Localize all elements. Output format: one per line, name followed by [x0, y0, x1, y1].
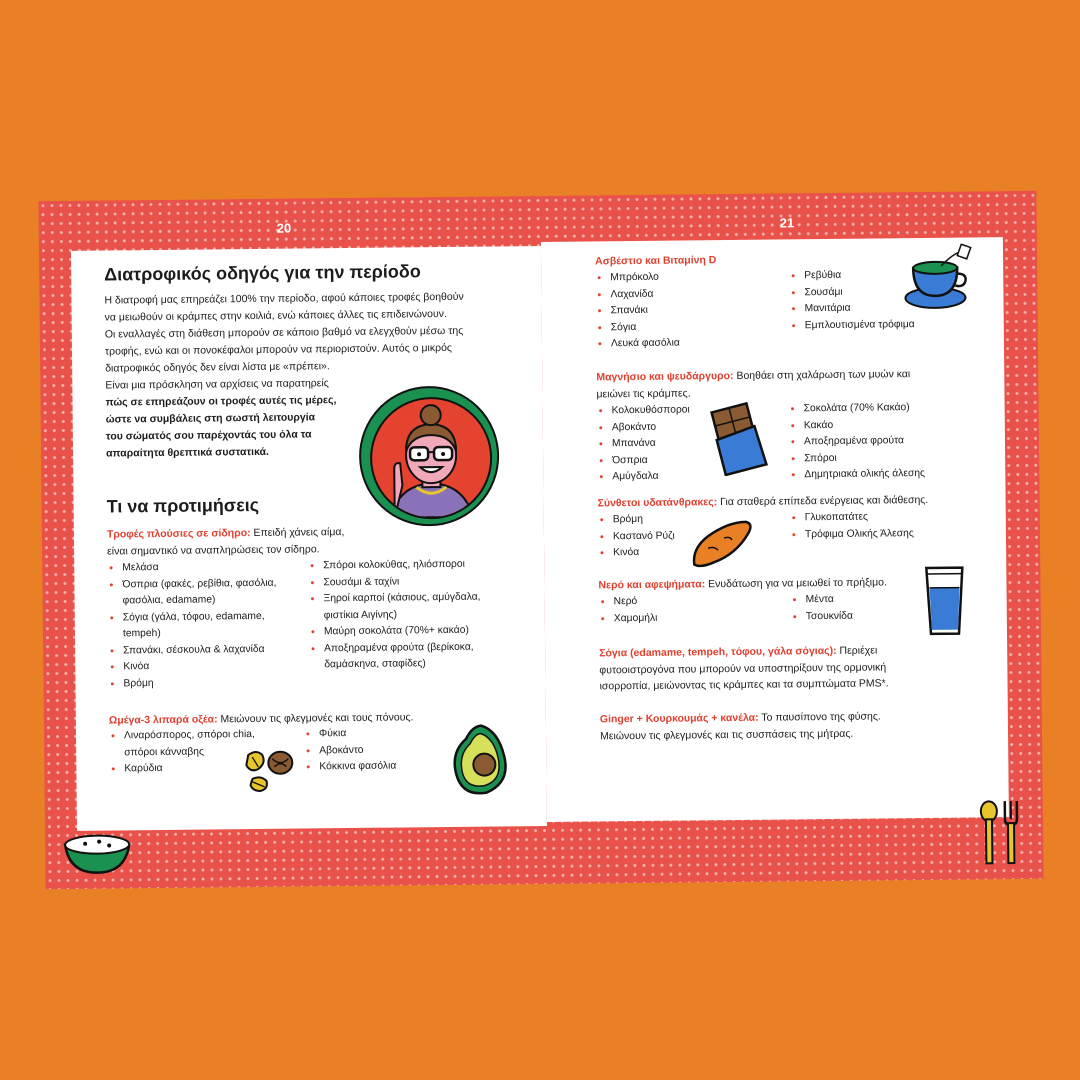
- calcium-section-intro: [595, 252, 716, 270]
- list-item: • Αποξηραμένα φρούτα (βερίκοκα, δαμάσκηνα, σταφίδες): [311, 639, 506, 674]
- list-item: • Φύκια: [306, 725, 426, 743]
- intro-bold-line: του σώματός σου παρέχοντάς του όλα τα: [105, 428, 312, 443]
- list-item: • Μπρόκολο: [597, 269, 757, 287]
- list-item: • Σουσάμι & ταχίνι: [310, 573, 505, 592]
- list-item: • Κινόα: [600, 544, 720, 562]
- list-item: • Λιναρόσπορος, σπόροι chia, σπόροι κάνναβης: [111, 727, 271, 762]
- ginger-section-intro: [600, 707, 980, 744]
- page-number-left: 20: [276, 220, 292, 236]
- list-item: • Ρεβύθια: [791, 267, 951, 285]
- iron-list-col2: [310, 556, 506, 674]
- intro-bold-line: ώστε να συμβάλεις στη σωστή λειτουργία: [105, 411, 316, 426]
- list-item: • Σπανάκι, σέσκουλα & λαχανίδα: [110, 641, 300, 659]
- soy-text-2: φυτοοιστρογόνα που μπορούν να υποστηρίξουν της ορμονική: [599, 660, 887, 676]
- ginger-text-2: Μειώνουν τις φλεγμονές και τις συσπάσεις της μήτρας.: [599, 727, 854, 742]
- list-item: • Κόκκινα φασόλια: [306, 758, 426, 776]
- water-glass-illustration: [922, 564, 967, 638]
- list-item: • Κακάο: [791, 416, 971, 434]
- omega-list-col2: [306, 725, 427, 776]
- magnesium-section-intro: [596, 366, 956, 403]
- list-item: • Αβοκάντο: [599, 418, 759, 436]
- list-item: • Μαύρη σοκολάτα (70%+ κακάο): [311, 622, 506, 641]
- soy-text: Περιέχει: [836, 644, 878, 657]
- list-item: • Νερό: [601, 593, 721, 611]
- iron-heading: Τροφές πλούσιες σε σίδηρο:: [106, 527, 251, 541]
- iron-list-col1: [109, 559, 300, 693]
- page-title: Διατροφικός οδηγός για την περίοδο: [104, 261, 421, 285]
- list-item: • Εμπλουτισμένα τρόφιμα: [792, 316, 952, 334]
- list-item: • Σπόροι: [791, 449, 971, 467]
- list-item: • Μέντα: [793, 591, 913, 609]
- list-item: • Βρόμη: [600, 511, 720, 529]
- cutlery-illustration: [977, 799, 1028, 866]
- calcium-list-col1: [597, 269, 758, 353]
- list-item: • Μπανάνα: [599, 435, 759, 453]
- list-item: • Όσπρια (φακές, ρεβίθια, φασόλια, φασόλια, edamame): [109, 575, 299, 610]
- list-item: • Σπόροι κολοκύθας, ηλιόσποροι: [310, 556, 505, 575]
- list-item: • Σοκολάτα (70% Κακάο): [791, 399, 971, 417]
- page-number-right: 21: [779, 215, 795, 231]
- sweet-potato-illustration: [688, 518, 757, 571]
- list-item: • Αποξηραμένα φρούτα: [791, 432, 971, 450]
- list-item: • Βρόμη: [110, 674, 300, 692]
- list-item: • Αμύγδαλα: [599, 468, 759, 486]
- list-item: • Αβοκάντο: [306, 742, 426, 760]
- soy-heading: Σόγια (edamame, tempeh, τόφου, γάλα σόγιας):: [599, 644, 837, 660]
- intro-line: να μειωθούν οι κράμπες στην κοιλιά, ενώ κάποιες άλλες τις επιδεινώνουν.: [104, 307, 447, 324]
- magnesium-text-2: μειώνει τις κράμπες.: [596, 386, 691, 400]
- list-item: • Ξηροί καρποί (κάσιους, αμύγδαλα, φιστίκια Αιγίνης): [311, 589, 506, 624]
- left-page: [71, 246, 547, 831]
- list-item: • Σουσάμι: [791, 283, 951, 301]
- water-heading: Νερό και αφεψήματα:: [598, 578, 706, 592]
- intro-bold-line: απαραίτητα θρεπτικά συστατικά.: [106, 445, 269, 460]
- list-item: • Λαχανίδα: [597, 285, 757, 303]
- list-item: • Λευκά φασόλια: [598, 335, 758, 353]
- list-item: • Όσπρια: [599, 451, 759, 469]
- walnuts-seeds-illustration: [242, 747, 299, 798]
- water-text: Ενυδάτωση για να μειωθεί το πρήξιμο.: [705, 576, 887, 591]
- water-list-col2: [793, 591, 913, 625]
- soy-section-intro: [599, 641, 979, 694]
- list-item: • Σόγια (γάλα, τόφου, edamame, tempeh): [110, 608, 300, 643]
- ginger-heading: Ginger + Κουρκουμάς + κανέλα:: [599, 711, 759, 726]
- list-item: • Δημητριακά ολικής άλεσης: [791, 465, 971, 483]
- woman-avatar-illustration: [358, 385, 499, 526]
- list-item: • Μελάσα: [109, 559, 299, 577]
- list-item: • Καστανό Ρύζι: [600, 528, 720, 546]
- magnesium-text: Βοηθάει στη χαλάρωση των μυών και: [733, 368, 911, 382]
- list-item: • Κολοκυθόσποροι: [599, 402, 759, 420]
- omega-text: Μειώνουν τις φλεγμονές και τους πόνους.: [217, 711, 414, 726]
- list-item: • Γλυκοπατάτες: [792, 508, 972, 526]
- intro-line: Είναι μια πρόσκληση να αρχίσεις να παρατηρείς: [105, 377, 329, 392]
- book-spread: [38, 191, 1043, 889]
- list-item: • Καρύδια: [111, 760, 271, 778]
- list-item: • Χαμομήλι: [601, 610, 721, 628]
- carbs-text: Για σταθερά επίπεδα ενέργειας και διάθεσης.: [717, 493, 929, 509]
- list-item: • Μανιτάρια: [792, 300, 952, 318]
- avocado-illustration: [448, 722, 515, 797]
- soy-text-3: ισορροπία, μειώνοντας τις κράμπες και τα συμπτώματα PMS*.: [599, 677, 889, 693]
- iron-text: Επειδή χάνεις αίμα,: [250, 526, 345, 540]
- intro-line: Οι εναλλαγές στη διάθεση μπορούν σε κάποιο βαθμό να ελεγχθούν μέσω της: [104, 324, 464, 341]
- intro-line: Η διατροφή μας επηρεάζει 100% την περίοδο, αφού κάποιες τροφές βοηθούν: [104, 290, 464, 307]
- omega-heading: Ωμέγα-3 λιπαρά οξέα:: [108, 713, 218, 727]
- rice-bowl-illustration: [61, 826, 134, 877]
- iron-text-2: είναι σημαντικό να αναπληρώσεις τον σίδηρο.: [107, 542, 320, 558]
- chocolate-bar-illustration: [709, 400, 774, 477]
- tea-cup-illustration: [901, 243, 984, 314]
- list-item: • Σπανάκι: [598, 302, 758, 320]
- magnesium-heading: Μαγνήσιο και ψευδάργυρο:: [596, 369, 734, 384]
- carbs-heading: Σύνθετοι υδατάνθρακες:: [597, 496, 718, 510]
- intro-line: τροφής, ενώ και οι πονοκέφαλοι μπορούν να περιοριστούν. Αυτός ο μικρός: [104, 341, 453, 358]
- intro-line: διατροφικός οδηγός δεν είναι λίστα με «πρέπει».: [105, 360, 330, 375]
- carbs-list-col2: [792, 508, 972, 543]
- list-item: • Κινόα: [110, 658, 300, 676]
- intro-bold-line: πώς σε επηρεάζουν οι τροφές αυτές τις μέρες,: [105, 394, 337, 409]
- right-page: [541, 237, 1009, 822]
- section-subtitle: Τι να προτιμήσεις: [106, 494, 260, 517]
- iron-section-intro: [107, 523, 407, 559]
- list-item: • Σόγια: [598, 318, 758, 336]
- magnesium-list-col2: [791, 399, 972, 483]
- ginger-text: Το παυσίπονο της φύσης.: [758, 710, 881, 724]
- list-item: • Τρόφιμα Ολικής Άλεσης: [792, 525, 972, 543]
- water-list-col1: [601, 593, 721, 627]
- list-item: • Τσουκνίδα: [793, 608, 913, 626]
- calcium-heading: Ασβέστιο και Βιταμίνη D: [595, 254, 717, 268]
